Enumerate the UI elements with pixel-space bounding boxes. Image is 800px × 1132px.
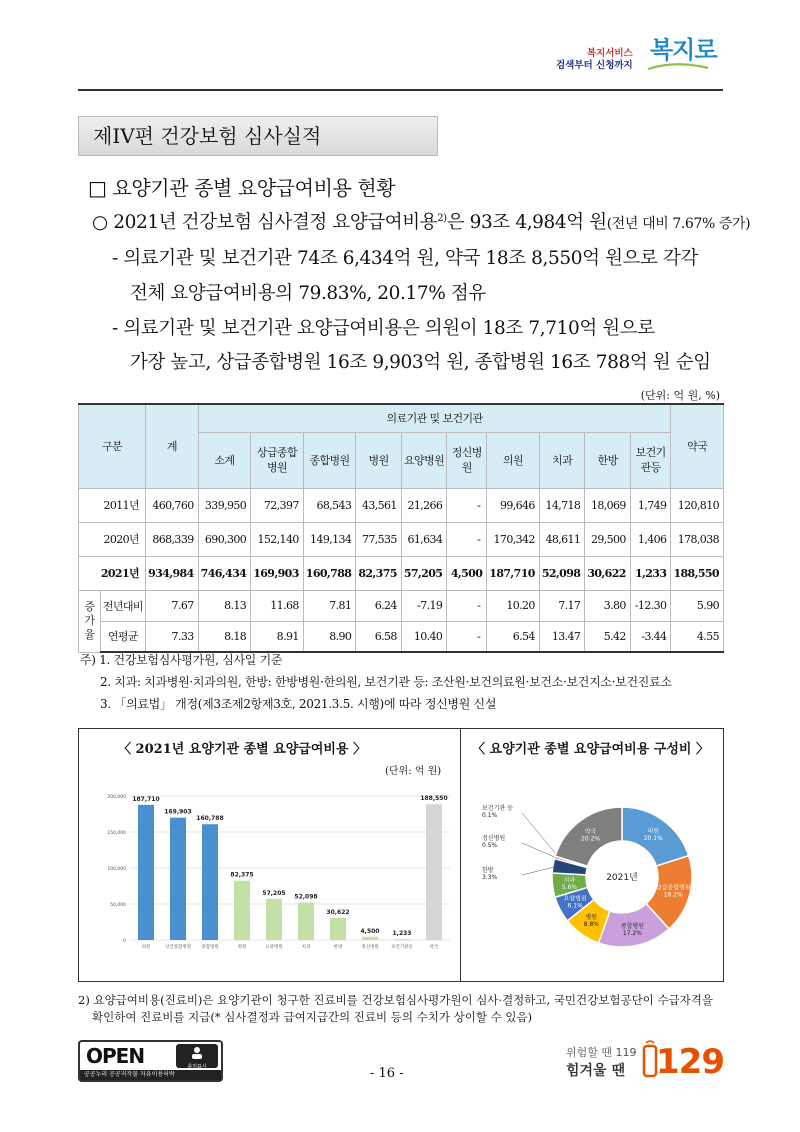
bar-chart — [86, 782, 456, 972]
table-cell: 57,205 — [401, 556, 447, 590]
slice-name-label: 상급종합병원 — [655, 884, 691, 892]
y-tick-label: 100,000 — [107, 867, 126, 872]
bar-chart-unit: (단위: 억 원) — [385, 766, 442, 777]
header-category: 구분 — [79, 404, 146, 488]
growth-label: 증가율 — [79, 590, 101, 652]
table-cell: 6.58 — [356, 621, 402, 652]
bullet-summary — [92, 208, 750, 234]
col-header: 보건기관등 — [630, 432, 671, 488]
x-category-label: 치과 — [301, 945, 311, 950]
table-cell: 152,140 — [251, 522, 304, 556]
bar-value-label: 188,550 — [420, 795, 448, 803]
bar — [138, 805, 154, 940]
slice-pct-label: 20.2% — [581, 835, 601, 843]
bar — [266, 899, 282, 940]
table-cell: - — [447, 488, 487, 522]
table-cell: 7.17 — [539, 590, 585, 621]
bokjiro-logo: 복지로 — [650, 35, 717, 64]
table-cell: 188,550 — [671, 556, 724, 590]
table-cell: 1,749 — [630, 488, 671, 522]
col-header: 종합병원 — [303, 432, 356, 488]
bar-value-label: 1,233 — [392, 930, 412, 938]
table-row — [79, 522, 724, 556]
slice-name-label: 의원 — [647, 828, 660, 836]
table-cell: - — [447, 522, 487, 556]
x-category-label: 종합병원 — [201, 945, 219, 950]
x-category-label: 보건기관등 — [391, 945, 413, 950]
table-cell: 7.81 — [303, 590, 356, 621]
table-cell: 13.47 — [539, 621, 585, 652]
footnote-definition — [78, 992, 728, 1026]
bar-value-label: 30,622 — [326, 908, 350, 916]
chart-divider — [460, 728, 461, 982]
table-row — [79, 590, 724, 621]
x-category-label: 한방 — [333, 945, 343, 950]
col-header: 상급종합병원 — [251, 432, 304, 488]
footnote-3: 3. 「의료법」 개정(제3조제2항제3호, 2021.3.5. 시행)에 따라 정신병원 신설 — [100, 697, 497, 711]
logo-swoosh-icon — [646, 62, 710, 72]
row-label: 2021년 — [79, 556, 146, 590]
bar — [330, 918, 346, 940]
slice-name-label: 약국 — [584, 828, 597, 836]
page-number: - 16 - — [370, 1066, 404, 1081]
table-row — [79, 488, 724, 522]
bar — [426, 804, 442, 940]
table-cell: 72,397 — [251, 488, 304, 522]
col-header: 치과 — [539, 432, 585, 488]
table-cell: 8.18 — [198, 621, 251, 652]
col-header: 의원 — [487, 432, 540, 488]
donut-center-label: 2021년 — [606, 873, 638, 883]
dash-item-2-line1: - 의료기관 및 보건기관 요양급여비용은 의원이 18조 7,710억 원으로 — [112, 318, 655, 339]
table-body — [79, 488, 724, 652]
bar-value-label: 52,098 — [294, 893, 318, 901]
table-cell: 4.55 — [671, 621, 724, 652]
table-cell: 21,266 — [401, 488, 447, 522]
dash-item-1-line2: 전체 요양급여비용의 79.83%, 20.17% 점유 — [130, 283, 486, 304]
table-cell: 29,500 — [585, 522, 631, 556]
bar — [202, 824, 218, 940]
footnote-ref: 2) — [437, 212, 447, 224]
table-cell: 5.42 — [585, 621, 631, 652]
header-total: 계 — [146, 404, 199, 488]
attribution-type-icon — [176, 1044, 218, 1068]
table-cell: 170,342 — [487, 522, 540, 556]
bar — [394, 939, 410, 940]
table-cell: 48,611 — [539, 522, 585, 556]
table-cell: 1,406 — [630, 522, 671, 556]
table-cell: 5.90 — [671, 590, 724, 621]
row-label: 연평균 — [100, 621, 145, 652]
footnote-2: 2. 치과: 치과병원·치과의원, 한방: 한방병원·한의원, 보건기관 등: 조산원·보건의료원·보건소·보건지소·보건진료소 — [100, 675, 672, 689]
bar-value-label: 4,500 — [360, 927, 380, 935]
brand-tagline-line2: 검색부터 신청까지 — [556, 60, 633, 71]
table-cell: 10.40 — [401, 621, 447, 652]
header-institutions: 의료기관 및 보건기관 — [198, 404, 671, 432]
slice-pct-label: 0.5% — [482, 842, 498, 849]
section-title: 제IV편 건강보험 심사실적 — [78, 116, 438, 156]
table-unit: (단위: 억 원, %) — [640, 389, 720, 402]
table-cell: 339,950 — [198, 488, 251, 522]
kogl-open-badge — [78, 1040, 223, 1082]
bar-value-label: 169,903 — [164, 808, 192, 816]
bar — [362, 937, 378, 940]
row-label: 2011년 — [79, 488, 146, 522]
open-subtitle: 공공누리 공공저작물 자유이용허락 — [80, 1070, 221, 1080]
table-cell: 149,134 — [303, 522, 356, 556]
open-word: OPEN — [86, 1044, 145, 1068]
y-tick-label: 150,000 — [107, 831, 126, 836]
bar-value-label: 160,788 — [196, 815, 224, 823]
slice-name-label: 치과 — [563, 877, 576, 885]
table-cell: 77,535 — [356, 522, 402, 556]
table-cell: 82,375 — [356, 556, 402, 590]
slice-pct-label: 0.1% — [482, 812, 498, 819]
row-label: 전년대비 — [100, 590, 145, 621]
x-category-label: 약국 — [429, 945, 439, 950]
table-cell: 8.13 — [198, 590, 251, 621]
page-heading: □ 요양기관 종별 요양급여비용 현황 — [88, 176, 396, 200]
table-cell: 178,038 — [671, 522, 724, 556]
table-cell: 6.54 — [487, 621, 540, 652]
slice-pct-label: 5.6% — [561, 884, 577, 892]
slice-pct-label: 18.2% — [663, 891, 683, 899]
table-row — [79, 621, 724, 652]
x-category-label: 의원 — [141, 945, 151, 950]
slice-name-label: 한방 — [482, 867, 494, 874]
x-category-label: 요양병원 — [265, 945, 283, 950]
table-cell: -12.30 — [630, 590, 671, 621]
table-cell: 61,634 — [401, 522, 447, 556]
table-cell: 746,434 — [198, 556, 251, 590]
bar-chart-title: 〈 2021년 요양기관 종별 요양급여비용 〉 — [118, 742, 367, 757]
table-cell: 14,718 — [539, 488, 585, 522]
table-cell: -3.44 — [630, 621, 671, 652]
bullet-prefix: ○ 2021년 건강보험 심사결정 요양급여비용 — [92, 212, 438, 233]
table-cell: 690,300 — [198, 522, 251, 556]
x-category-label: 병원 — [237, 945, 247, 950]
bar-value-label: 187,710 — [132, 795, 160, 803]
table-cell: - — [447, 590, 487, 621]
table-cell: 120,810 — [671, 488, 724, 522]
y-tick-label: 0 — [123, 939, 126, 944]
table-cell: 11.68 — [251, 590, 304, 621]
hotline-line1: 위험할 땐 119 — [566, 1046, 637, 1059]
col-header: 요양병원 — [401, 432, 447, 488]
table-cell: 3.80 — [585, 590, 631, 621]
footnote-1: 주) 1. 건강보험심사평가원, 심사일 기준 — [80, 653, 283, 667]
hotline-line2: 힘겨울 땐 — [566, 1063, 625, 1079]
brand-tagline-line1: 복지서비스 — [586, 48, 633, 59]
x-category-label: 정신병원 — [361, 945, 379, 950]
bar — [298, 902, 314, 940]
table-row — [79, 556, 724, 590]
bar-value-label: 82,375 — [230, 871, 254, 879]
table-cell: 18,069 — [585, 488, 631, 522]
slice-pct-label: 17.2% — [622, 929, 642, 937]
table-cell: 8.91 — [251, 621, 304, 652]
table-cell: 52,098 — [539, 556, 585, 590]
slice-name-label: 병원 — [585, 914, 598, 922]
col-header: 병원 — [356, 432, 402, 488]
table-cell: 10.20 — [487, 590, 540, 621]
y-tick-label: 200,000 — [107, 795, 126, 800]
col-header: 한방 — [585, 432, 631, 488]
table-cell: 30,622 — [585, 556, 631, 590]
slice-pct-label: 6.1% — [567, 902, 583, 910]
slice-pct-label: 3.3% — [482, 874, 498, 881]
y-tick-label: 50,000 — [110, 903, 126, 908]
table-cell: 868,339 — [146, 522, 199, 556]
table-cell: 7.67 — [146, 590, 199, 621]
table-cell: - — [447, 621, 487, 652]
bar — [234, 881, 250, 940]
hotline-number: 129 — [656, 1042, 724, 1082]
slice-name-label: 요양병원 — [563, 895, 587, 903]
bullet-suffix: (전년 대비 7.67% 증가) — [606, 216, 751, 232]
slice-name-label: 정신병원 — [482, 835, 506, 842]
pie-chart — [474, 785, 716, 965]
table-cell: 8.90 — [303, 621, 356, 652]
table-cell: 4,500 — [447, 556, 487, 590]
slice-name-label: 종합병원 — [620, 922, 645, 930]
table-cell: 43,561 — [356, 488, 402, 522]
bullet-mid: 은 93조 4,984억 원 — [446, 212, 607, 233]
bar — [170, 818, 186, 940]
footnote-definition-line2: 확인하여 진료비를 지급(* 심사결정과 급여지급간의 진료비 등의 수치가 상이할 수 있음) — [92, 1010, 533, 1024]
table-cell: -7.19 — [401, 590, 447, 621]
table-cell: 6.24 — [356, 590, 402, 621]
bar-value-label: 57,205 — [262, 889, 286, 897]
x-category-label: 상급종합병원 — [164, 945, 192, 950]
slice-name-label: 보건기관 등 — [482, 805, 513, 812]
table-cell: 160,788 — [303, 556, 356, 590]
table-cell: 1,233 — [630, 556, 671, 590]
table-cell: 460,760 — [146, 488, 199, 522]
header-rule — [78, 89, 723, 91]
expense-table — [78, 403, 724, 653]
header-pharmacy: 약국 — [671, 404, 724, 488]
dash-item-1-line1: - 의료기관 및 보건기관 74조 6,434억 원, 약국 18조 8,550억 원으로 각각 — [112, 248, 698, 269]
table-cell: 7.33 — [146, 621, 199, 652]
row-label: 2020년 — [79, 522, 146, 556]
table-cell: 169,903 — [251, 556, 304, 590]
attribution-type-label: 출처표시 — [187, 1064, 207, 1070]
dash-item-2-line2: 가장 높고, 상급종합병원 16조 9,903억 원, 종합병원 16조 788억 원 순임 — [130, 352, 711, 373]
table-cell: 99,646 — [487, 488, 540, 522]
col-header: 소계 — [198, 432, 251, 488]
pie-chart-title: 〈 요양기관 종별 요양급여비용 구성비 〉 — [472, 742, 709, 757]
table-cell: 187,710 — [487, 556, 540, 590]
col-header: 정신병원 — [447, 432, 487, 488]
table-cell: 68,543 — [303, 488, 356, 522]
slice-pct-label: 8.8% — [583, 921, 599, 929]
brand-tagline — [556, 48, 633, 72]
slice-pct-label: 20.1% — [643, 835, 663, 843]
table-cell: 934,984 — [146, 556, 199, 590]
footnote-definition-line1: 2) 요양급여비용(진료비)은 요양기관이 청구한 진료비를 건강보험심사평가원이 심사·결정하고, 국민건강보험공단이 수급자격을 — [78, 993, 713, 1007]
